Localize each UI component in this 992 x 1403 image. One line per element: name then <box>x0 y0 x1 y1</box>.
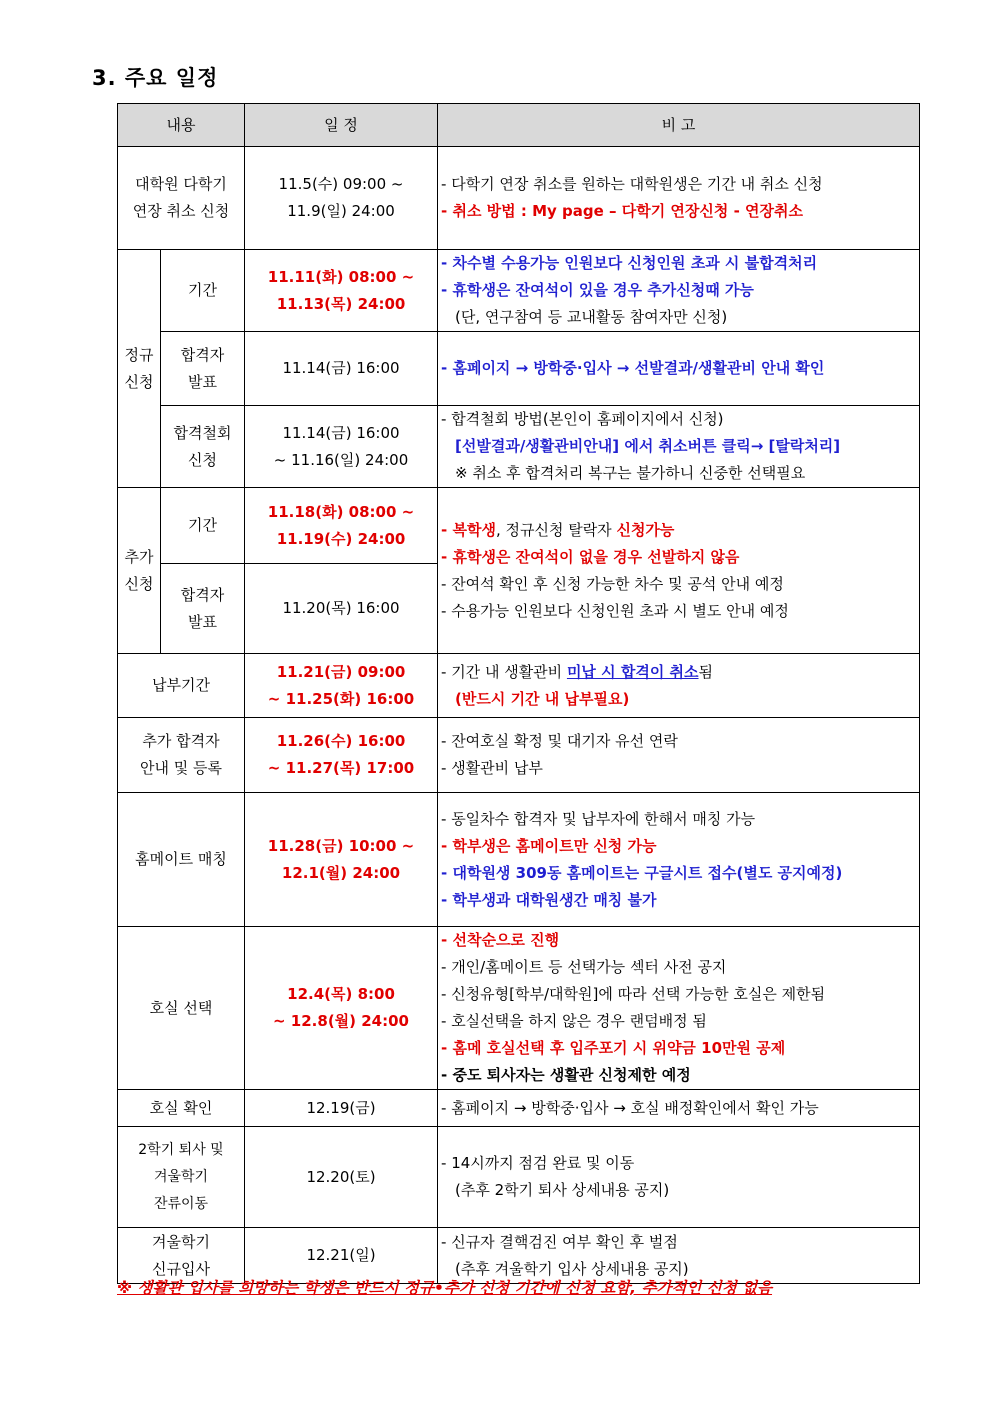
row-note <box>438 250 920 332</box>
row-label <box>161 564 245 654</box>
date-line: ~ 11.16(일) 24:00 <box>273 450 409 469</box>
row-date: 11.20(목) 16:00 <box>245 564 438 654</box>
row-note: - 홈페이지 → 방학중·입사 → 선발결과/생활관비 안내 확인 <box>438 332 920 406</box>
row-note <box>438 654 920 718</box>
footer-note: ※ 생활관 입사를 희망하는 학생은 반드시 정규•추가 신청 기간에 신청 요함, 추가적인 신청 없음 <box>117 1279 773 1297</box>
row-note <box>438 1127 920 1228</box>
row-note <box>438 793 920 927</box>
date-line: ~ 12.8(월) 24:00 <box>273 1012 409 1030</box>
row-note <box>438 718 920 793</box>
note-line: (추후 겨울학기 입사 상세내용 공지) <box>455 1259 689 1278</box>
row-label: 홈메이트 매칭 <box>118 793 245 927</box>
label-line: 정규 <box>124 345 154 364</box>
note-line: (단, 연구참여 등 교내활동 참여자만 신청) <box>455 308 728 326</box>
note-line: - 휴학생은 잔여석이 없을 경우 선발하지 않음 <box>441 547 740 566</box>
row-date <box>245 654 438 718</box>
row-note <box>438 406 920 488</box>
note-line: - 호실선택을 하지 않은 경우 랜덤배정 됨 <box>441 1012 707 1030</box>
note-line: - 잔여석 확인 후 신청 가능한 차수 및 공석 안내 예정 <box>441 574 784 593</box>
row-date <box>245 927 438 1090</box>
header-note: 비 고 <box>438 104 920 147</box>
date-line: 11.26(수) 16:00 <box>276 732 406 750</box>
note-line: - 휴학생은 잔여석이 있을 경우 추가신청때 가능 <box>441 281 754 299</box>
note-line: - 학부생은 홈메이트만 신청 가능 <box>441 836 657 855</box>
table-row <box>118 406 920 488</box>
date-line: 11.19(수) 24:00 <box>276 529 406 548</box>
label-line: 안내 및 등록 <box>140 759 222 777</box>
row-date: 12.21(일) <box>245 1228 438 1284</box>
date-line: 11.18(화) 08:00 ~ <box>267 502 415 521</box>
note-line: - 생활관비 납부 <box>441 759 543 777</box>
row-note: - 홈페이지 → 방학중·입사 → 호실 배정확인에서 확인 가능 <box>438 1090 920 1127</box>
date-line: 11.9(일) 24:00 <box>287 202 395 220</box>
note-line: - 학부생과 대학원생간 매칭 불가 <box>441 890 657 909</box>
label-line: 합격철회 <box>173 423 232 442</box>
row-note <box>438 147 920 250</box>
note-line: - 수용가능 인원보다 신청인원 초과 시 별도 안내 예정 <box>441 601 789 620</box>
label-line: 신청 <box>124 574 154 593</box>
note-line <box>441 517 919 544</box>
note-line: - 신규자 결핵검진 여부 확인 후 벌점 <box>441 1232 678 1251</box>
note-line: [선발결과/생활관비안내] 에서 취소버튼 클릭→ [탈락처리] <box>455 437 841 455</box>
row-label <box>118 147 245 250</box>
table-row <box>118 1127 920 1228</box>
row-date: 12.19(금) <box>245 1090 438 1127</box>
table-header-row <box>118 104 920 147</box>
row-label <box>118 1127 245 1228</box>
note-line: - 차수별 수용가능 인원보다 신청인원 초과 시 불합격처리 <box>441 254 818 272</box>
note-segment: 됨 <box>698 662 714 681</box>
note-line: - 다학기 연장 취소를 원하는 대학원생은 기간 내 취소 신청 <box>441 175 823 193</box>
date-line: 11.13(목) 24:00 <box>276 294 406 313</box>
row-note <box>438 488 920 654</box>
note-line: - 14시까지 점검 완료 및 이동 <box>441 1154 635 1172</box>
group-label-regular <box>118 250 161 488</box>
label-line: 합격자 <box>180 345 225 364</box>
row-label: 기간 <box>161 250 245 332</box>
label-line: 발표 <box>188 372 217 391</box>
row-date <box>245 147 438 250</box>
row-date <box>245 250 438 332</box>
header-schedule: 일 정 <box>245 104 438 147</box>
note-line: (반드시 기간 내 납부필요) <box>455 689 630 708</box>
note-line: - 잔여호실 확정 및 대기자 유선 연락 <box>441 732 678 750</box>
note-line: - 취소 방법 : My page – 다학기 연장신청 - 연장취소 <box>441 202 804 220</box>
table-row <box>118 488 920 564</box>
header-content: 내용 <box>118 104 245 147</box>
note-line: - 개인/홈메이트 등 선택가능 섹터 사전 공지 <box>441 958 727 976</box>
row-label <box>118 718 245 793</box>
label-line: 겨울학기 <box>152 1232 210 1251</box>
group-label-additional <box>118 488 161 654</box>
label-line: 신청 <box>124 372 154 391</box>
table-row <box>118 1090 920 1127</box>
note-line <box>441 659 919 686</box>
table-row <box>118 147 920 250</box>
note-segment: - 복학생 <box>441 520 496 539</box>
row-date <box>245 406 438 488</box>
table-row <box>118 927 920 1090</box>
row-label: 납부기간 <box>118 654 245 718</box>
note-segment: 신청가능 <box>616 520 675 539</box>
label-line: 신청 <box>188 450 217 469</box>
note-line: - 합격철회 방법(본인이 홈페이지에서 신청) <box>441 410 724 428</box>
row-label <box>161 332 245 406</box>
row-date <box>245 718 438 793</box>
date-line: 12.4(목) 8:00 <box>287 985 395 1003</box>
date-line: 11.5(수) 09:00 ~ <box>278 175 404 193</box>
note-line: ※ 취소 후 합격처리 복구는 불가하니 신중한 선택필요 <box>455 464 806 482</box>
note-line: - 신청유형[학부/대학원]에 따라 선택 가능한 호실은 제한됨 <box>441 985 826 1003</box>
row-label: 호실 확인 <box>118 1090 245 1127</box>
row-label <box>161 406 245 488</box>
note-line: - 동일차수 합격자 및 납부자에 한해서 매칭 가능 <box>441 809 756 828</box>
note-line: - 중도 퇴사자는 생활관 신청제한 예정 <box>441 1066 691 1084</box>
row-label: 기간 <box>161 488 245 564</box>
date-line: 12.1(월) 24:00 <box>281 863 401 882</box>
date-line: 11.28(금) 10:00 ~ <box>267 836 415 855</box>
row-date: 11.14(금) 16:00 <box>245 332 438 406</box>
date-line: 11.21(금) 09:00 <box>276 662 406 681</box>
row-date <box>245 793 438 927</box>
section-title: 3. 주요 일정 <box>92 66 219 90</box>
date-line: 11.11(화) 08:00 ~ <box>267 267 415 286</box>
note-line: - 홈메 호실선택 후 입주포기 시 위약금 10만원 공제 <box>441 1039 786 1057</box>
row-label: 호실 선택 <box>118 927 245 1090</box>
label-line: 신규입사 <box>152 1259 210 1278</box>
label-line: 추가 합격자 <box>142 732 220 750</box>
row-date <box>245 488 438 564</box>
label-line: 발표 <box>188 612 217 631</box>
table-row <box>118 654 920 718</box>
row-note <box>438 927 920 1090</box>
label-line: 연장 취소 신청 <box>132 202 230 220</box>
label-line: 잔류이동 <box>153 1195 209 1212</box>
label-line: 합격자 <box>180 585 225 604</box>
note-line: - 대학원생 309동 홈메이트는 구글시트 접수(별도 공지예정) <box>441 863 843 882</box>
date-line: ~ 11.25(화) 16:00 <box>267 689 415 708</box>
note-segment: - 기간 내 생활관비 <box>441 662 567 681</box>
label-line: 겨울학기 <box>153 1168 209 1185</box>
note-line: (추후 2학기 퇴사 상세내용 공지) <box>455 1181 670 1199</box>
date-line: 11.14(금) 16:00 <box>282 423 400 442</box>
row-date: 12.20(토) <box>245 1127 438 1228</box>
label-line: 추가 <box>124 547 154 566</box>
table-row <box>118 718 920 793</box>
note-segment: , 정규신청 탈락자 <box>495 520 617 539</box>
note-line: - 선착순으로 진행 <box>441 931 560 949</box>
date-line: ~ 11.27(목) 17:00 <box>267 759 415 777</box>
schedule-table <box>117 103 920 1284</box>
label-line: 대학원 다학기 <box>135 175 227 193</box>
label-line: 2학기 퇴사 및 <box>138 1141 224 1158</box>
table-row <box>118 332 920 406</box>
table-row <box>118 793 920 927</box>
note-segment: 미납 시 합격이 취소 <box>566 662 699 681</box>
table-row <box>118 250 920 332</box>
